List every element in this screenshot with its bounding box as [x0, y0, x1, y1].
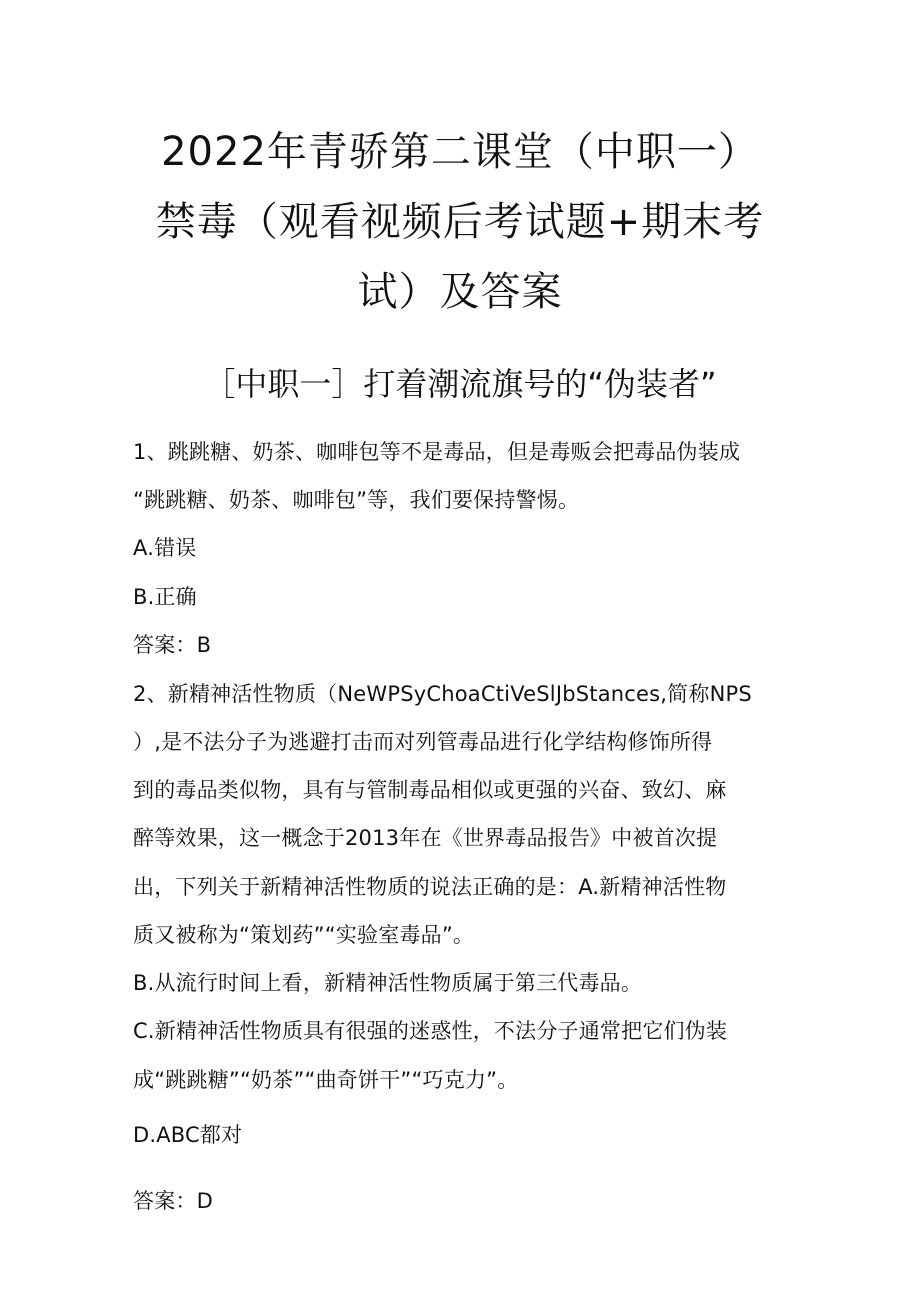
- question-2-text-line-1: 2、新精神活性物质（NeWPSyChoaCtiVeSlJbStances,简称NPS: [133, 682, 752, 706]
- question-2-option-b: B.从流行时间上看，新精神活性物质属于第三代毒品。: [133, 971, 643, 995]
- question-1-option-a: A.错误: [133, 536, 197, 560]
- question-1-text-line-2: “跳跳糖、奶茶、咖啡包”等，我们要保持警惕。: [133, 488, 580, 512]
- question-1-text-line-1: 1、跳跳糖、奶茶、咖啡包等不是毒品，但是毒贩会把毒品伪装成: [133, 440, 741, 464]
- question-2-answer: 答案：D: [133, 1189, 213, 1213]
- question-2-option-d: D.ABC都对: [133, 1123, 243, 1147]
- question-1-option-b: B.正确: [133, 585, 197, 609]
- question-2-option-c-line-1: C.新精神活性物质具有很强的迷惑性，不法分子通常把它们伪装: [133, 1019, 728, 1043]
- question-2-text-line-3: 到的毒品类似物，具有与管制毒品相似或更强的兴奋、致幻、麻: [133, 778, 727, 802]
- document-title-line-3: 试）及答案: [357, 269, 563, 315]
- document-title-line-2: 禁毒（观看视频后考试题+期末考: [155, 199, 765, 245]
- document-title-line-1: 2022年青骄第二课堂（中职一）: [161, 129, 759, 175]
- section-heading: ［中职一］打着潮流旗号的“伪装者”: [203, 365, 717, 403]
- question-2-option-c-line-2: 成“跳跳糖”“奶茶”“曲奇饼干”“巧克力”。: [133, 1068, 519, 1092]
- question-1-answer: 答案：B: [133, 633, 212, 657]
- question-2-text-line-6: 质又被称为“策划药”“实验室毒品”。: [133, 923, 475, 947]
- question-2-text-line-4: 醉等效果，这一概念于2013年在《世界毒品报告》中被首次提: [133, 826, 718, 850]
- question-2-text-line-2: ）,是不法分子为逃避打击而对列管毒品进行化学结构修饰所得: [133, 730, 713, 754]
- question-2-text-line-5: 出，下列关于新精神活性物质的说法正确的是：A.新精神活性物: [133, 875, 727, 899]
